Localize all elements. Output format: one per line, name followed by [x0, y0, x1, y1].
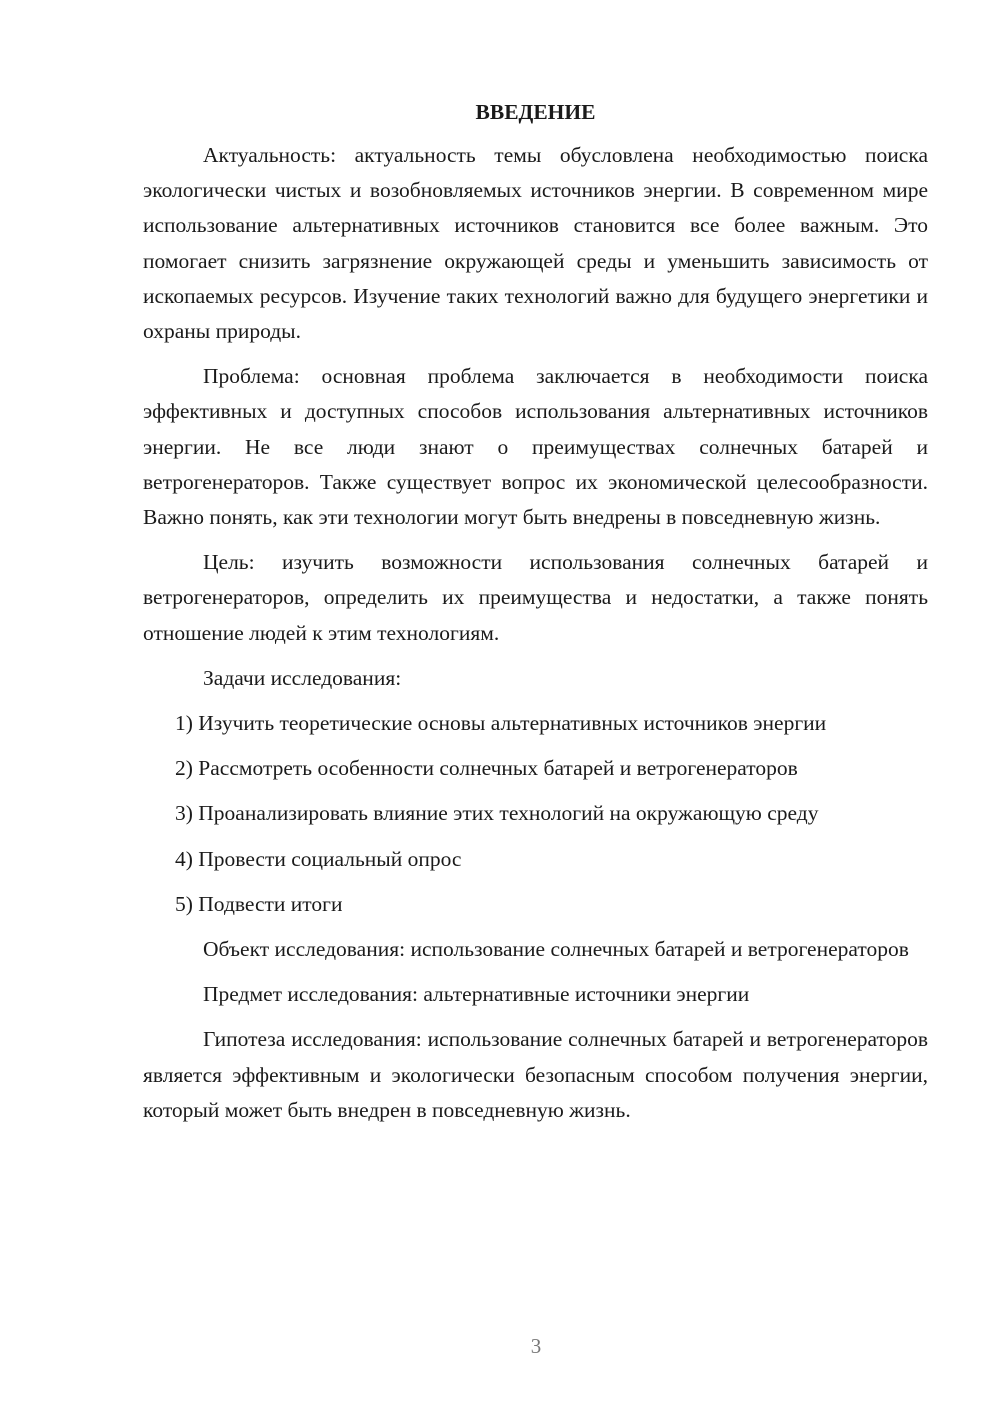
- paragraph-problem: Проблема: основная проблема заключается в необходимости поиска эффективных и доступных способов использования альтернативных источников энергии. Не все люди знают о преимуществах солнечных батарей и ветрогенераторов. Также существует вопрос их экономической целесообразности. Важно понять, как эти технологии могут быть внедрены в повседневную жизнь.: [143, 364, 928, 530]
- paragraph-hypothesis: Гипотеза исследования: использование солнечных батарей и ветрогенераторов является эффективным и экологически безопасным способом получения энергии, который может быть внедрен в повседневную жизнь.: [143, 1027, 928, 1122]
- tasks-list: [143, 706, 928, 922]
- page-number: 3: [530, 1334, 542, 1358]
- tasks-heading: Задачи исследования:: [203, 665, 402, 690]
- task-item: 4) Провести социальный опрос: [175, 846, 462, 871]
- task-item: 1) Изучить теоретические основы альтернативных источников энергии: [175, 711, 827, 736]
- task-item: 2) Рассмотреть особенности солнечных батарей и ветрогенераторов: [175, 756, 798, 781]
- task-item: 3) Проанализировать влияние этих технологий на окружающую среду: [175, 801, 819, 826]
- task-item: 5) Подвести итоги: [175, 891, 343, 916]
- paragraph-subject: Предмет исследования: альтернативные источники энергии: [203, 982, 750, 1007]
- document-body: [143, 96, 928, 1138]
- page-title: ВВЕДЕНИЕ: [475, 100, 596, 124]
- paragraph-relevance: Актуальность: актуальность темы обусловлена необходимостью поиска экологически чистых и возобновляемых источников энергии. В современном мире использование альтернативных источников становится все более важным. Это помогает снизить загрязнение окружающей среды и уменьшить зависимость от ископаемых ресурсов. Изучение таких технологий важно для будущего энергетики и охраны природы.: [143, 143, 928, 344]
- paragraph-object: Объект исследования: использование солнечных батарей и ветрогенераторов: [203, 937, 909, 962]
- paragraph-goal: Цель: изучить возможности использования солнечных батарей и ветрогенераторов, определить их преимущества и недостатки, а также понять отношение людей к этим технологиям.: [143, 550, 928, 645]
